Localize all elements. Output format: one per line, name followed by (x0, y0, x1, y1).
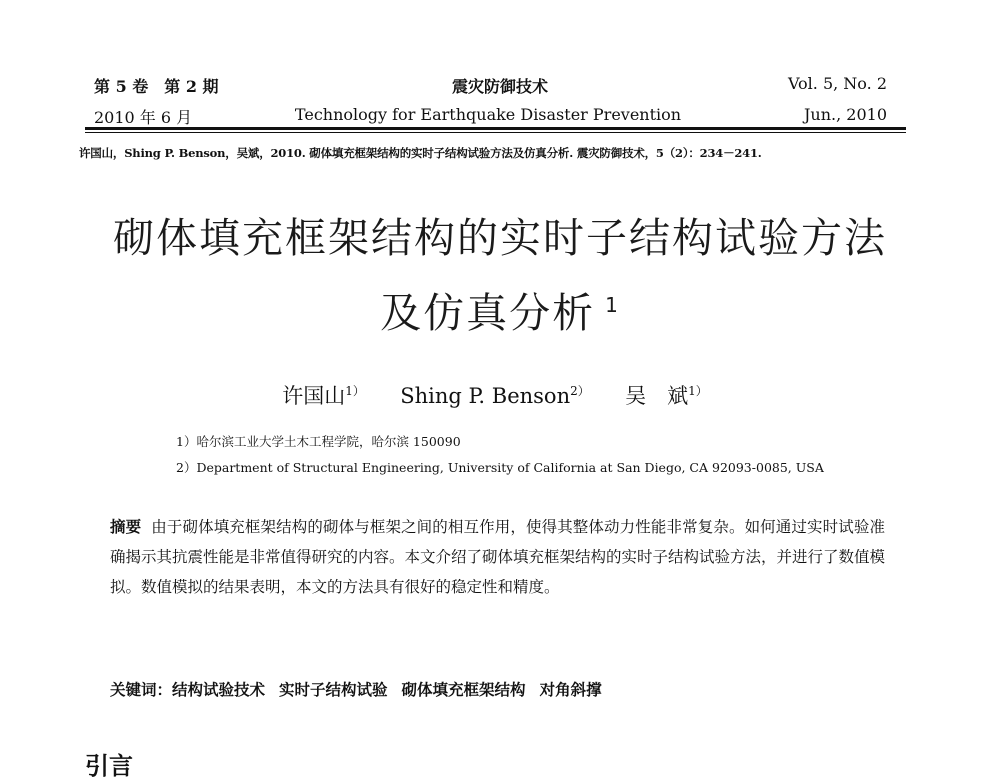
keyword-item: 砌体填充框架结构 (401, 680, 526, 699)
journal-name-en: Technology for Earthquake Disaster Prevention (294, 105, 682, 124)
paper-title-line2 (380, 280, 620, 339)
author-list (282, 380, 708, 410)
affiliation-2: 2）Department of Structural Engineering, University of California at San Diego, CA 92093-0085, USA (176, 460, 824, 475)
volume-issue-cn: 第 5 卷 第 2 期 (94, 77, 219, 96)
keyword-item: 结构试验技术 (172, 680, 266, 699)
keyword-item: 对角斜撑 (539, 680, 602, 699)
keywords-label: 关键词： (110, 680, 173, 699)
citation-line: 许国山，Shing P. Benson，吴斌，2010. 砌体填充框架结构的实时子结构试验方法及仿真分析. 震灾防御技术，5（2）：234－241. (79, 146, 762, 160)
abstract (110, 512, 885, 602)
author-name: Shing P. Benson (400, 384, 571, 408)
section-heading-partial: 引言 (85, 751, 133, 780)
abstract-label: 摘要 (110, 517, 142, 536)
abstract-text: 由于砌体填充框架结构的砌体与框架之间的相互作用，使得其整体动力性能非常复杂。如何通过实时试验准确揭示其抗震性能是非常值得研究的内容。本文介绍了砌体填充框架结构的实时子结构试验方法，并进行了数值模拟。数值模拟的结果表明，本文的方法具有很好的稳定性和精度。 (110, 518, 886, 596)
volume-issue-en: Vol. 5, No. 2 (787, 74, 887, 93)
author-affiliation-marker: 1） (688, 384, 708, 398)
date-en: Jun., 2010 (804, 105, 887, 124)
author-name: 吴 斌 (625, 384, 689, 408)
paper-title-line1: 砌体填充框架结构的实时子结构试验方法 (113, 214, 887, 262)
header-rule-thin (85, 132, 906, 133)
keyword-item: 实时子结构试验 (279, 680, 388, 699)
paper-title-line2-text: 及仿真分析 (380, 289, 596, 337)
journal-name-cn: 震灾防御技术 (451, 77, 549, 96)
title-footnote-marker: 1 (605, 293, 620, 318)
header-rule-thick (85, 127, 906, 130)
author-affiliation-marker: 2） (570, 384, 590, 398)
date-cn: 2010 年 6 月 (94, 108, 193, 127)
affiliation-1: 1）哈尔滨工业大学土木工程学院，哈尔滨 150090 (176, 434, 461, 449)
keywords (110, 678, 616, 700)
author-name: 许国山 (282, 384, 346, 408)
author-affiliation-marker: 1） (345, 384, 365, 398)
